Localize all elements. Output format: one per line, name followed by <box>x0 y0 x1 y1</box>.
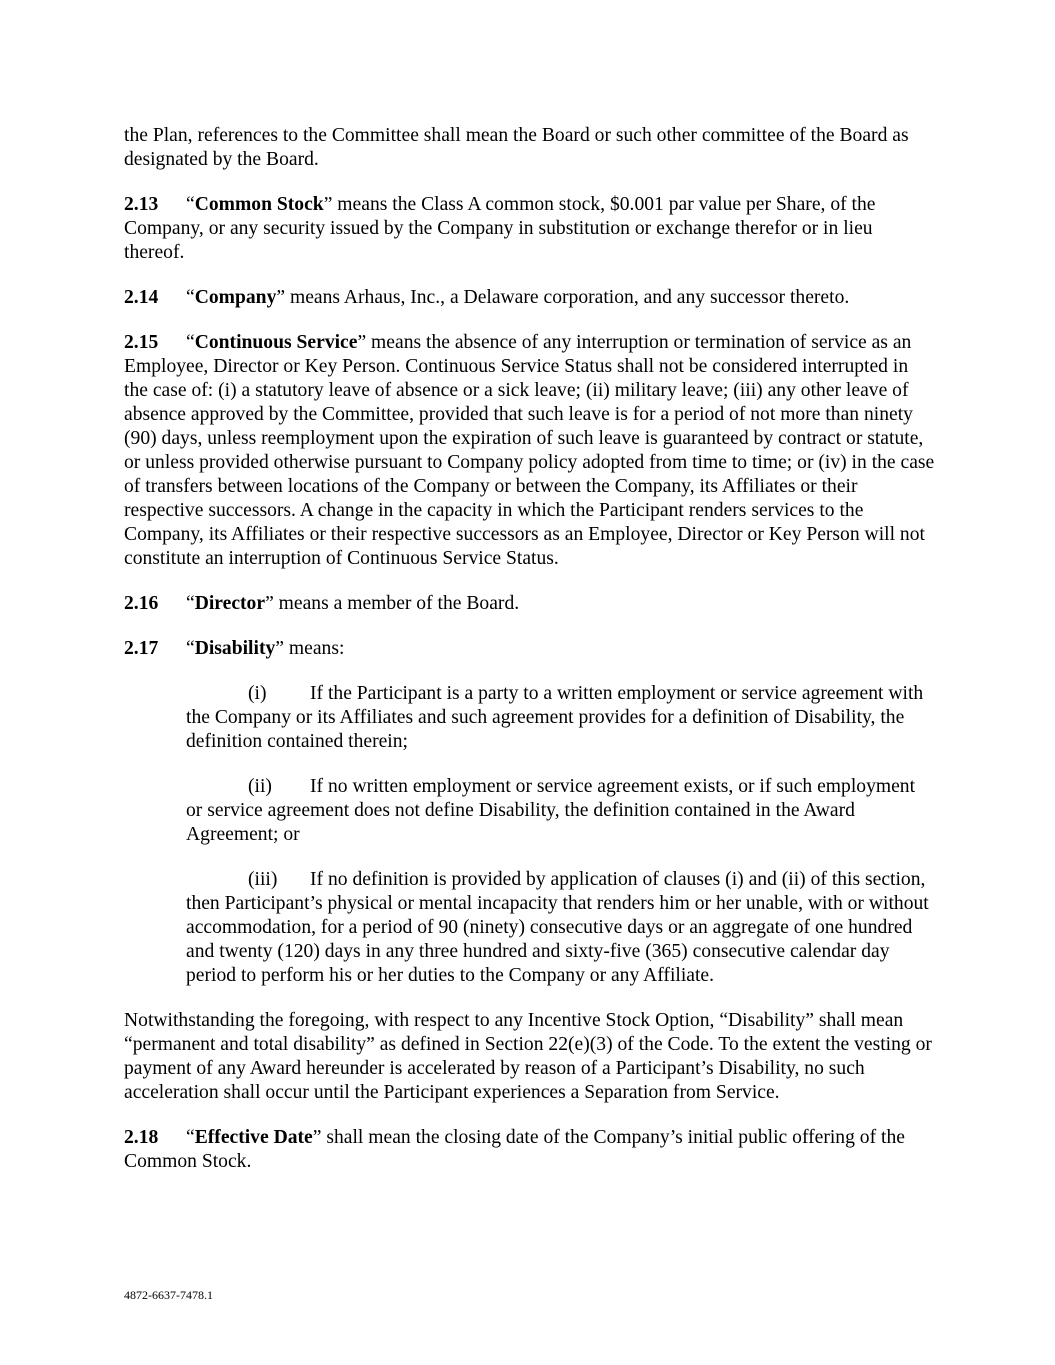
document-page <box>124 124 936 1195</box>
section-number: 2.14 <box>124 287 159 308</box>
definition-text: means Arhaus, Inc., a Delaware corporation, and any successor thereto. <box>285 287 850 308</box>
definition-2-13: 2.13 “Common Stock” means the Class A common stock, $0.001 par value per Share, of the Company, or any security issued by the Company in substitution or exchange therefor or in lieu thereof. <box>124 194 876 263</box>
section-number: 2.13 <box>124 194 159 215</box>
section-number: 2.15 <box>124 332 159 353</box>
definition-2-14: 2.14 “Company” means Arhaus, Inc., a Delaware corporation, and any successor thereto. <box>124 287 850 308</box>
definition-text: means: <box>283 638 345 659</box>
definition-2-17: 2.17 “Disability” means: <box>124 638 345 659</box>
definition-2-18: 2.18 “Effective Date” shall mean the closing date of the Company’s initial public offering of the Common Stock. <box>124 1127 905 1172</box>
defined-term: Company <box>194 287 277 308</box>
definition-2-16: 2.16 “Director” means a member of the Board. <box>124 593 520 614</box>
notwithstanding-paragraph: Notwithstanding the foregoing, with respect to any Incentive Stock Option, “Disability” shall mean “permanent and total disability” as defined in Section 22(e)(3) of the Code. To the extent the vesting or payment of any Award hereunder is accelerated by reason of a Participant’s Disability, no such acceleration shall occur until the Participant experiences a Separation from Service. <box>124 1010 932 1103</box>
definition-text: means the absence of any interruption or termination of service as an Employee, Director or Key Person. Continuous Service Status shall not be considered interrupted in the case of: (i) a statutory leave of absence or a sick leave; (ii) military leave; (iii) any other leave of absence approved by the Committee, provided that such leave is for a period of not more than ninety (90) days, unless reemployment upon the expiration of such leave is guaranteed by contract or statute, or unless provided otherwise pursuant to Company policy adopted from time to time; or (iv) in the case of transfers between locations of the Company or between the Company, its Affiliates or their respective successors. A change in the capacity in which the Participant renders services to the Company, its Affiliates or their respective successors as an Employee, Director or Key Person will not constitute an interruption of Continuous Service Status. <box>124 332 935 569</box>
disability-clause-ii <box>186 775 936 847</box>
defined-term: Effective Date <box>194 1127 313 1148</box>
definition-text: means the Class A common stock, $0.001 par value per Share, of the Company, or any security issued by the Company in substitution or exchange therefor or in lieu thereof. <box>124 194 876 263</box>
definition-text: means a member of the Board. <box>273 593 520 614</box>
section-number: 2.17 <box>124 638 159 659</box>
defined-term: Common Stock <box>194 194 324 215</box>
clause-text: If no written employment or service agreement exists, or if such employment or service agreement does not define Disability, the definition contained in the Award Agreement; or <box>186 776 916 845</box>
definition-text: shall mean the closing date of the Company’s initial public offering of the Common Stock. <box>124 1127 905 1172</box>
document-id-footer: 4872-6637-7478.1 <box>124 1288 213 1302</box>
section-number: 2.16 <box>124 593 159 614</box>
clause-label: (i) <box>248 683 267 704</box>
definition-2-15: 2.15 “Continuous Service” means the absence of any interruption or termination of service as an Employee, Director or Key Person. Continuous Service Status shall not be considered interrupted in the case of: (i) a statutory leave of absence or a sick leave; (ii) military leave; (iii) any other leave of absence approved by the Committee, provided that such leave is for a period of not more than ninety (90) days, unless reemployment upon the expiration of such leave is guaranteed by contract or statute, or unless provided otherwise pursuant to Company policy adopted from time to time; or (iv) in the case of transfers between locations of the Company or between the Company, its Affiliates or their respective successors. A change in the capacity in which the Participant renders services to the Company, its Affiliates or their respective successors as an Employee, Director or Key Person will not constitute an interruption of Continuous Service Status. <box>124 332 935 569</box>
clause-label: (iii) <box>248 869 278 890</box>
clause-text: If no definition is provided by application of clauses (i) and (ii) of this section, then Participant’s physical or mental incapacity that renders him or her unable, with or without accommodation, for a period of 90 (ninety) consecutive days or an aggregate of one hundred and twenty (120) days in any three hundred and sixty-five (365) consecutive calendar day period to perform his or her duties to the Company or any Affiliate. <box>186 869 929 986</box>
disability-clause-i <box>186 682 936 754</box>
section-number: 2.18 <box>124 1127 159 1148</box>
defined-term: Continuous Service <box>194 332 358 353</box>
defined-term: Disability <box>194 638 276 659</box>
clause-label: (ii) <box>248 776 272 797</box>
defined-term: Director <box>194 593 266 614</box>
clause-text: If the Participant is a party to a written employment or service agreement with the Company or its Affiliates and such agreement provides for a definition of Disability, the definition contained therein; <box>186 683 924 752</box>
intro-paragraph: the Plan, references to the Committee shall mean the Board or such other committee of the Board as designated by the Board. <box>124 125 909 170</box>
disability-clause-iii <box>186 868 936 988</box>
